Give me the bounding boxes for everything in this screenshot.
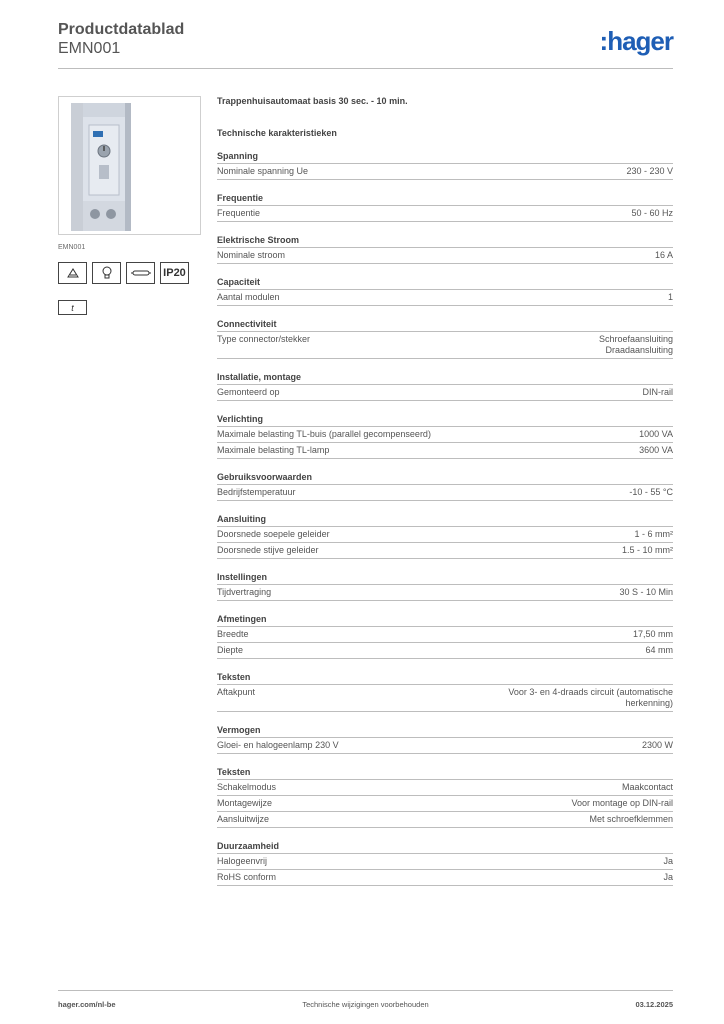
section-heading: Aansluiting	[217, 514, 673, 527]
spec-value-line: Voor montage op DIN-rail	[571, 798, 673, 808]
spec-label: Breedte	[217, 629, 249, 639]
spec-value	[619, 587, 673, 598]
spec-section	[217, 514, 673, 559]
spec-row	[217, 685, 673, 712]
spec-value-line: 3600 VA	[639, 445, 673, 455]
spec-value	[622, 545, 673, 556]
spec-value	[655, 250, 673, 261]
hager-logo: :hager	[599, 26, 673, 56]
section-heading: Spanning	[217, 151, 673, 164]
section-heading: Elektrische Stroom	[217, 235, 673, 248]
spec-label: Diepte	[217, 645, 244, 655]
spec-value-line: Ja	[663, 872, 673, 882]
section-heading: Afmetingen	[217, 614, 673, 627]
spec-section	[217, 235, 673, 264]
spec-row	[217, 643, 673, 659]
section-heading: Capaciteit	[217, 277, 673, 290]
spec-row	[217, 585, 673, 601]
spec-value	[508, 687, 673, 709]
spec-value-line: 16 A	[654, 250, 673, 260]
spec-label: Doorsnede stijve geleider	[217, 545, 319, 555]
spec-value-line: 50 - 60 Hz	[631, 208, 673, 218]
spec-value-line: 30 S - 10 Min	[619, 587, 673, 597]
spec-value-line: 1 - 6 mm²	[634, 529, 673, 539]
spec-section	[217, 614, 673, 659]
spec-value-line: Schroefaansluiting	[598, 334, 673, 344]
section-heading: Connectiviteit	[217, 319, 673, 332]
spec-value-line: -10 - 55 °C	[629, 487, 673, 497]
tube-lamp-icon	[126, 262, 155, 284]
spec-value-line: Draadaansluiting	[605, 345, 673, 355]
spec-label: Maximale belasting TL-lamp	[217, 445, 330, 455]
product-image	[58, 96, 201, 235]
icon-row-2	[58, 300, 201, 315]
spec-label: RoHS conform	[217, 872, 277, 882]
spec-label: Halogeenvrij	[217, 856, 268, 866]
spec-value	[633, 629, 673, 640]
section-heading: Verlichting	[217, 414, 673, 427]
section-heading: Gebruiksvoorwaarden	[217, 472, 673, 485]
spec-value	[668, 292, 673, 303]
spec-value	[631, 208, 673, 219]
document-title: Productdatablad	[58, 21, 185, 38]
lamp-icon	[92, 262, 121, 284]
product-description: Trappenhuisautomaat basis 30 sec. - 10 min.	[217, 96, 408, 106]
spec-section	[217, 672, 673, 712]
spec-value	[634, 529, 673, 540]
spec-section	[217, 414, 673, 459]
spec-value-line: 230 - 230 V	[626, 166, 673, 176]
spec-row	[217, 164, 673, 180]
spec-label: Nominale stroom	[217, 250, 286, 260]
spec-row	[217, 780, 673, 796]
spec-value	[599, 334, 673, 356]
spec-value	[663, 872, 673, 883]
spec-section	[217, 472, 673, 501]
spec-value-line: 2300 W	[641, 740, 673, 750]
product-code: EMN001	[58, 40, 121, 57]
spec-label: Frequentie	[217, 208, 261, 218]
footer-url: hager.com/nl-be	[58, 1000, 116, 1009]
spec-row	[217, 248, 673, 264]
spec-section	[217, 151, 673, 180]
spec-value-line: Met schroefklemmen	[589, 814, 673, 824]
spec-label: Type connector/stekker	[217, 334, 311, 344]
page-header	[58, 21, 673, 69]
spec-row	[217, 543, 673, 559]
spec-label: Maximale belasting TL-buis (parallel gecompenseerd)	[217, 429, 431, 439]
spec-label: Aftakpunt	[217, 687, 256, 697]
spec-value-line: Maakcontact	[621, 782, 673, 792]
spec-label: Nominale spanning Ue	[217, 166, 309, 176]
spec-value	[642, 740, 673, 751]
spec-row	[217, 527, 673, 543]
spec-label: Bedrijfstemperatuur	[217, 487, 296, 497]
spec-label: Doorsnede soepele geleider	[217, 529, 330, 539]
t-function-icon	[58, 300, 87, 315]
spec-value-line: DIN-rail	[642, 387, 673, 397]
spec-label: Gemonteerd op	[217, 387, 280, 397]
spec-label: Aansluitwijze	[217, 814, 270, 824]
spec-value	[643, 387, 674, 398]
spec-sections	[217, 151, 673, 886]
spec-row	[217, 627, 673, 643]
spec-value-line: 1.5 - 10 mm²	[621, 545, 673, 555]
ip-badge: IP20	[160, 262, 189, 284]
section-heading: Vermogen	[217, 725, 673, 738]
spec-row	[217, 290, 673, 306]
spec-value-line: Voor 3- en 4-draads circuit (automatische	[508, 687, 673, 697]
spec-value-line: 17,50 mm	[632, 629, 673, 639]
spec-label: Gloei- en halogeenlamp 230 V	[217, 740, 339, 750]
spec-value	[589, 814, 673, 825]
spec-row	[217, 485, 673, 501]
footer-date: 03.12.2025	[635, 1000, 673, 1009]
section-heading: Teksten	[217, 767, 673, 780]
spec-section	[217, 767, 673, 828]
spec-row	[217, 443, 673, 459]
spec-label: Tijdvertraging	[217, 587, 272, 597]
spec-value	[639, 445, 673, 456]
page-footer	[58, 990, 673, 1009]
section-heading: Installatie, montage	[217, 372, 673, 385]
spec-content	[217, 96, 673, 886]
spec-row	[217, 332, 673, 359]
image-caption: EMN001	[58, 244, 86, 251]
spec-section	[217, 372, 673, 401]
spec-value	[571, 798, 673, 809]
spec-value-line: 1000 VA	[639, 429, 673, 439]
spec-value	[629, 487, 673, 498]
spec-section	[217, 572, 673, 601]
spec-value	[626, 166, 673, 177]
spec-value	[663, 856, 673, 867]
spec-row	[217, 427, 673, 443]
t-function-label: t	[71, 302, 74, 313]
spec-section	[217, 725, 673, 754]
section-heading: Frequentie	[217, 193, 673, 206]
spec-value	[639, 429, 673, 440]
spec-value-line: herkenning)	[625, 698, 673, 708]
tech-heading: Technische karakteristieken	[217, 128, 337, 138]
product-illustration	[59, 97, 200, 234]
spec-section	[217, 319, 673, 359]
spec-value-line: 64 mm	[645, 645, 673, 655]
spec-label: Aantal modulen	[217, 292, 280, 302]
footer-notice: Technische wijzigingen voorbehouden	[302, 1000, 429, 1009]
spec-row	[217, 385, 673, 401]
section-heading: Duurzaamheid	[217, 841, 673, 854]
spec-section	[217, 193, 673, 222]
product-sidebar	[58, 96, 201, 315]
spec-label: Schakelmodus	[217, 782, 277, 792]
spec-row	[217, 738, 673, 754]
spec-section	[217, 841, 673, 886]
spec-label: Montagewijze	[217, 798, 273, 808]
spec-row	[217, 812, 673, 828]
section-heading: Instellingen	[217, 572, 673, 585]
spec-value-line: Ja	[663, 856, 673, 866]
spec-value-line: 1	[667, 292, 673, 302]
section-heading: Teksten	[217, 672, 673, 685]
spec-row	[217, 870, 673, 886]
spec-row	[217, 854, 673, 870]
icon-row	[58, 262, 201, 284]
spec-row	[217, 206, 673, 222]
spec-value	[622, 782, 673, 793]
staircase-icon	[58, 262, 87, 284]
spec-section	[217, 277, 673, 306]
spec-value	[645, 645, 673, 656]
spec-row	[217, 796, 673, 812]
